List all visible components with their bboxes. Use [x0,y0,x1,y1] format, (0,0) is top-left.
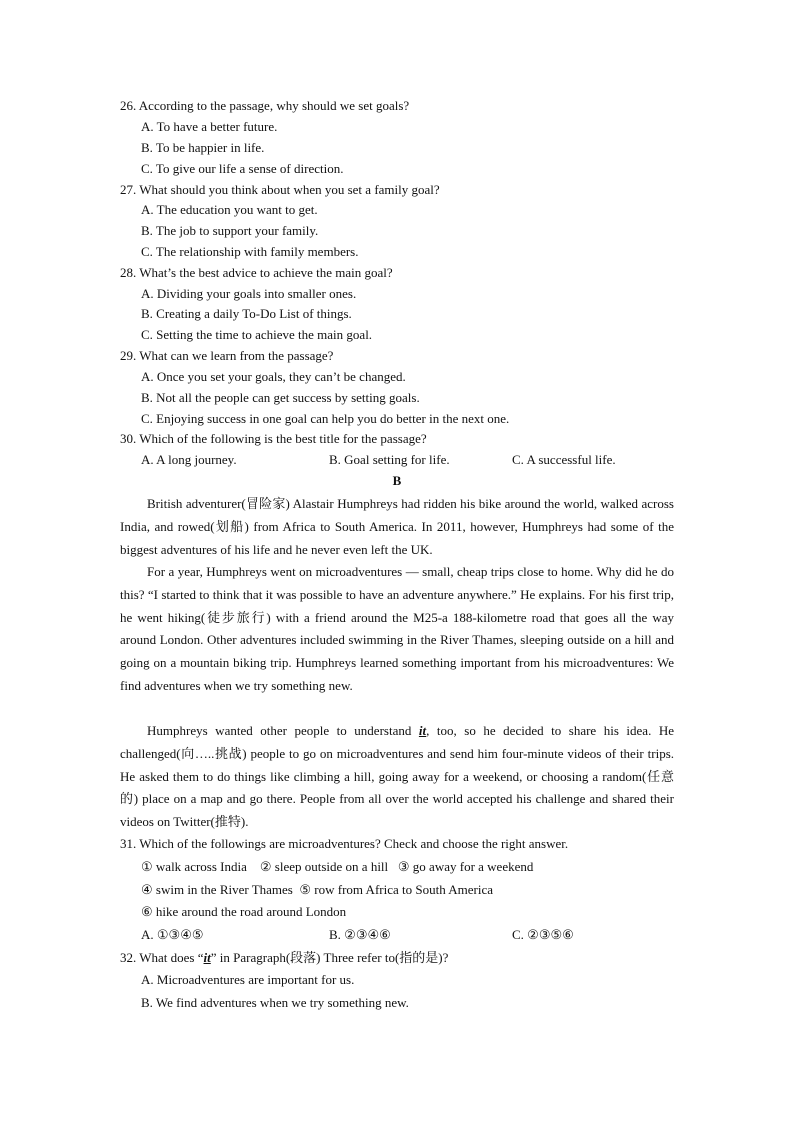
q28-option-a: A. Dividing your goals into smaller ones. [141,286,357,301]
passage-paragraph-2: For a year, Humphreys went on microadventures — small, cheap trips close to home. Why did he do this? “I started to think that it was possible to have an adventure anywhere.” He explains. For his first trip, he went hiking(徒步旅行) with a friend around the M25-a 188-kilometre road that goes all the way around London. Other adventures included swimming in the River Thames, sleeping outside on a hill and going on a mountain biking trip. Humphreys learned something important from his microadventures: We find adventures when we try something new. [120,564,674,693]
q29-option-c: C. Enjoying success in one goal can help you do better in the next one. [141,411,510,426]
q31-item-6: ⑥ hike around the road around London [141,904,347,919]
q32-text-before: 32. What does “ [120,950,204,965]
question-32 [120,950,448,966]
q32-it-marker: it [203,950,211,965]
q27-option-c: C. The relationship with family members. [141,244,359,259]
q31-item-2: ② sleep outside on a hill [259,859,389,874]
question-31: 31. Which of the followings are microadventures? Check and choose the right answer. [120,836,569,851]
q31-items-row-2 [141,882,493,898]
q26-option-a: A. To have a better future. [141,119,278,134]
q31-item-5: ⑤ row from Africa to South America [299,882,493,897]
q29-option-a: A. Once you set your goals, they can’t be changed. [141,369,406,384]
q30-option-a: A. A long journey. [141,452,237,467]
q28-option-c: C. Setting the time to achieve the main goal. [141,327,373,342]
q32-option-b: B. We find adventures when we try something new. [141,995,409,1010]
q26-option-b: B. To be happier in life. [141,140,265,155]
para3-text-before: Humphreys wanted other people to understand [147,723,419,738]
q31-item-3: ③ go away for a weekend [397,859,534,874]
q31-item-1: ① walk across India [141,859,247,874]
q29-option-b: B. Not all the people can get success by setting goals. [141,390,420,405]
q31-items-row-1 [141,859,533,875]
question-29: 29. What can we learn from the passage? [120,348,334,363]
para3-it-marker: it [418,723,427,738]
q27-option-b: B. The job to support your family. [141,223,319,238]
question-28: 28. What’s the best advice to achieve the main goal? [120,265,393,280]
passage-paragraph-3 [120,720,674,834]
q27-option-a: A. The education you want to get. [141,202,318,217]
q31-option-b: B. ②③④⑥ [329,927,391,942]
question-30: 30. Which of the following is the best title for the passage? [120,431,427,446]
q26-option-c: C. To give our life a sense of direction. [141,161,344,176]
q32-text-after: ” in Paragraph(段落) Three refer to(指的是)? [210,950,449,965]
q30-option-b: B. Goal setting for life. [329,452,450,467]
q32-option-a: A. Microadventures are important for us. [141,972,355,987]
q31-item-4: ④ swim in the River Thames [141,882,293,897]
q28-option-b: B. Creating a daily To-Do List of things. [141,306,352,321]
q31-option-c: C. ②③⑤⑥ [512,927,574,942]
q31-option-a: A. ①③④⑤ [141,927,204,942]
question-27: 27. What should you think about when you set a family goal? [120,182,440,197]
q31-items-row-3 [141,904,346,920]
q30-option-c: C. A successful life. [512,452,616,467]
section-heading-b: B [392,473,402,488]
para3-text-after: , too, so he decided to share his idea. He challenged(向…..挑战) people to go on microadventures and send him four-minute videos of their trips. He asked them to do things like climbing a hill, going away for a weekend, or choosing a random(任意的) place on a map and go there. People from all over the world accepted his challenge and shared their videos on Twitter(推特). [120,723,675,830]
passage-paragraph-1: British adventurer(冒险家) Alastair Humphreys had ridden his bike around the world, walked across India, and rowed(划船) from Africa to South America. In 2011, however, Humphreys had some of the biggest adventures of his life and he never even left the UK. [120,496,674,557]
question-26: 26. According to the passage, why should we set goals? [120,98,410,113]
